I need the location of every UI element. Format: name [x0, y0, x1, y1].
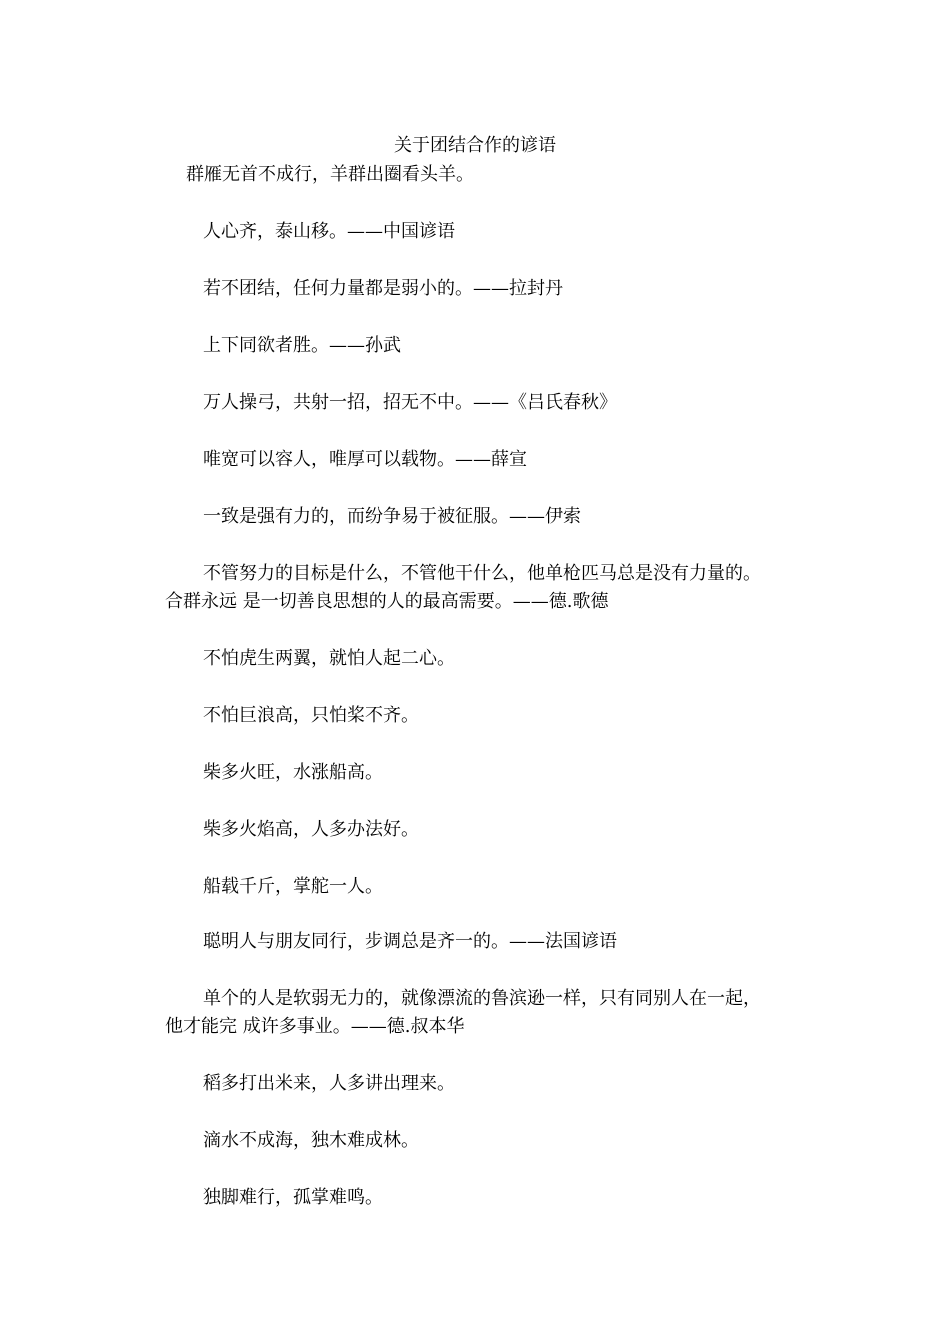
proverb-line-continued: 他才能完 成许多事业。——德.叔本华	[165, 1016, 465, 1037]
proverb-line: 若不团结，任何力量都是弱小的。——拉封丹	[203, 278, 563, 299]
proverb-line: 万人操弓，共射一招，招无不中。——《吕氏春秋》	[203, 392, 617, 413]
proverb-line: 不管努力的目标是什么，不管他干什么，他单枪匹马总是没有力量的。	[203, 563, 761, 584]
document-title: 关于团结合作的谚语	[394, 135, 556, 156]
proverb-line: 船载千斤，掌舵一人。	[203, 876, 383, 897]
proverb-line-continued: 合群永远 是一切善良思想的人的最高需要。——德.歌德	[165, 591, 609, 612]
proverb-line: 唯宽可以容人，唯厚可以载物。——薛宣	[203, 449, 527, 470]
proverb-line: 人心齐，泰山移。——中国谚语	[203, 221, 455, 242]
proverb-line: 上下同欲者胜。——孙武	[203, 335, 401, 356]
proverb-line: 聪明人与朋友同行，步调总是齐一的。——法国谚语	[203, 931, 617, 952]
proverb-line: 不怕虎生两翼，就怕人起二心。	[203, 648, 455, 669]
proverb-line: 柴多火旺，水涨船高。	[203, 762, 383, 783]
proverb-line: 单个的人是软弱无力的，就像漂流的鲁滨逊一样，只有同别人在一起，	[203, 988, 761, 1009]
proverb-line: 群雁无首不成行，羊群出圈看头羊。	[186, 164, 474, 185]
proverb-line: 一致是强有力的，而纷争易于被征服。——伊索	[203, 506, 581, 527]
proverb-line: 不怕巨浪高，只怕桨不齐。	[203, 705, 419, 726]
proverb-line: 滴水不成海，独木难成林。	[203, 1130, 419, 1151]
proverb-line: 独脚难行，孤掌难鸣。	[203, 1187, 383, 1208]
proverb-line: 稻多打出米来，人多讲出理来。	[203, 1073, 455, 1094]
proverb-line: 柴多火焰高，人多办法好。	[203, 819, 419, 840]
